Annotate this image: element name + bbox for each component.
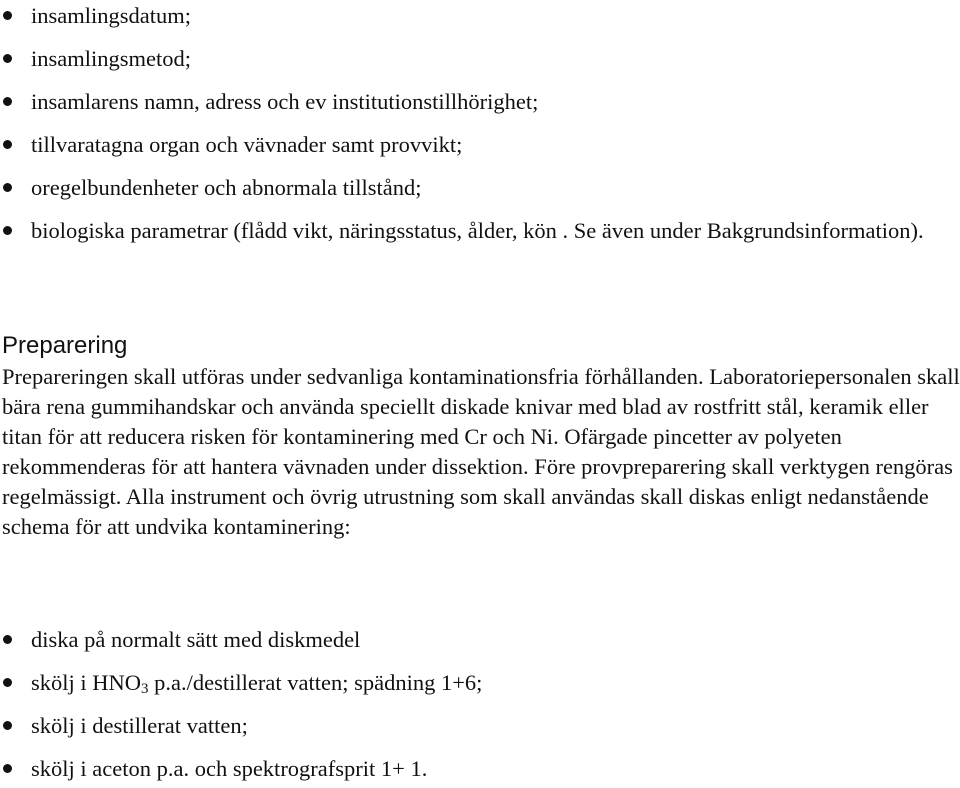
list-item-text: tillvaratagna organ och vävnader samt provvikt; (31, 132, 463, 157)
bullet-icon (3, 764, 12, 773)
list-item-text: insamlingsmetod; (31, 46, 191, 71)
list-item-text: biologiska parametrar (flådd vikt, näringsstatus, ålder, kön . Se även under Bakgrundsinformation). (31, 218, 924, 243)
bullet-icon (3, 635, 12, 644)
collection-info-list (0, 0, 958, 246)
list-item-text: skölj i destillerat vatten; (31, 713, 248, 738)
list-item (0, 129, 958, 160)
section-heading: Preparering (2, 332, 128, 359)
bullet-icon (3, 97, 12, 106)
subscript: 3 (141, 681, 149, 697)
list-item (0, 753, 958, 784)
list-item (0, 624, 958, 655)
bullet-icon (3, 183, 12, 192)
list-item (0, 710, 958, 741)
list-item (0, 172, 958, 203)
list-item-text-before: skölj i HNO (31, 670, 142, 695)
list-item-text: diska på normalt sätt med diskmedel (31, 627, 361, 652)
list-item-text: insamlingsdatum; (31, 3, 191, 28)
bullet-icon (3, 54, 12, 63)
list-item (0, 215, 958, 246)
bullet-icon (3, 226, 12, 235)
list-item-text-after: p.a./destillerat vatten; spädning 1+6; (148, 670, 483, 695)
bullet-icon (3, 721, 12, 730)
list-item-text: skölj i aceton p.a. och spektrografsprit 1+ 1. (31, 756, 428, 781)
bullet-icon (3, 678, 12, 687)
list-item-text: insamlarens namn, adress och ev institutionstillhörighet; (31, 89, 539, 114)
bullet-icon (3, 140, 12, 149)
bullet-icon (3, 11, 12, 20)
list-item (0, 86, 958, 117)
cleaning-steps-list (0, 624, 958, 784)
list-item (0, 0, 958, 31)
list-item (0, 667, 958, 698)
list-item-text (31, 670, 482, 695)
list-item-text: oregelbundenheter och abnormala tillstånd; (31, 175, 422, 200)
list-item (0, 43, 958, 74)
section-paragraph: Prepareringen skall utföras under sedvanliga kontaminationsfria förhållanden. Laboratoriepersonalen skall bära rena gummihandskar och använda speciellt diskade knivar med blad av rostfritt stål, keramik eller titan för att reducera risken för kontaminering med Cr och Ni. Ofärgade pincetter av polyeten rekommenderas för att hantera vävnaden under dissektion. Före provpreparering skall verktygen rengöras regelmässigt. Alla instrument och övrig utrustning som skall användas skall diskas enligt nedanstående schema för att undvika kontaminering: (2, 364, 960, 539)
